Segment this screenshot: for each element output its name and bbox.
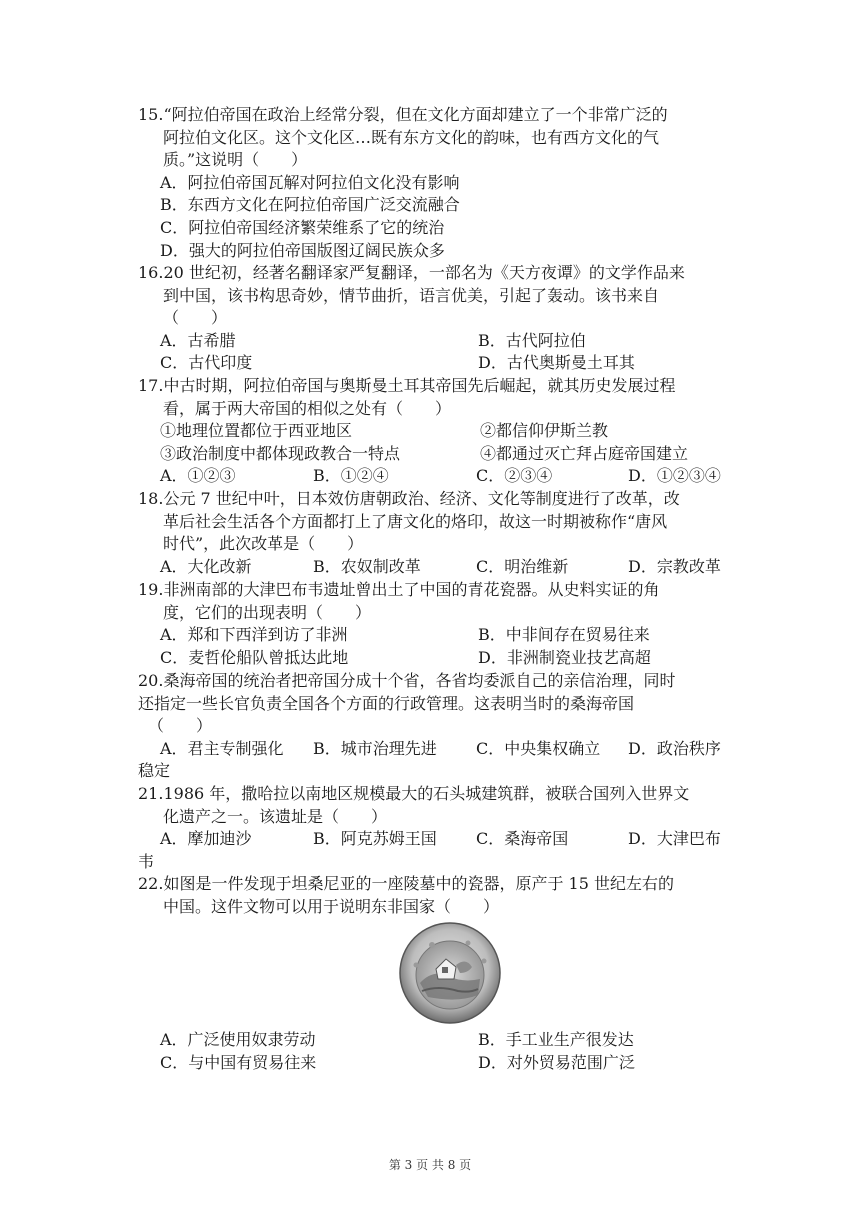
- option-c: C．与中国有贸易往来: [160, 1052, 317, 1072]
- option-d: D．政治秩序: [628, 738, 721, 758]
- question-number: 20.: [138, 671, 164, 690]
- question-stem: 公元 7 世纪中叶，日本效仿唐朝政治、经济、文化等制度进行了改革，改: [163, 489, 680, 508]
- statement-3: ③政治制度中都体现政教合一特点: [160, 443, 401, 463]
- question-17: [138, 375, 738, 488]
- question-19: [138, 579, 738, 669]
- question-number: 15.: [138, 105, 164, 124]
- option-c: C．明治维新: [476, 556, 569, 576]
- question-stem: 到中国，该书构思奇妙，情节曲折，语言优美，引起了轰动。该书来自: [163, 285, 660, 305]
- option-d-wrap: 韦: [138, 851, 155, 871]
- option-d: D．强大的阿拉伯帝国版图辽阔民族众多: [160, 240, 445, 260]
- question-stem: 革后社会生活各个方面都打上了唐文化的烙印，故这一时期被称作“唐风: [163, 511, 668, 531]
- option-a: A．摩加迪沙: [160, 829, 252, 849]
- option-c: C．中央集权确立: [476, 738, 601, 758]
- question-stem: （ ）: [148, 716, 213, 736]
- question-stem: 1986 年，撒哈拉以南地区规模最大的石头城建筑群，被联合国列入世界文: [163, 784, 690, 803]
- question-stem: 时代”，此次改革是（ ）: [163, 534, 364, 554]
- question-stem: 阿拉伯文化区。这个文化区…既有东方文化的韵味，也有西方文化的气: [163, 127, 660, 147]
- question-number: 16.: [138, 263, 164, 282]
- option-d: D．古代奥斯曼土耳其: [478, 353, 635, 373]
- option-d: D．宗教改革: [628, 556, 721, 576]
- question-stem: 如图是一件发现于坦桑尼亚的一座陵墓中的瓷器，原产于 15 世纪左右的: [163, 874, 674, 893]
- question-22-options: [138, 1029, 738, 1074]
- question-stem: 非洲南部的大津巴布韦遗址曾出土了中国的青花瓷器。从史料实证的角: [163, 580, 660, 599]
- question-stem: 度，它们的出现表明（ ）: [163, 602, 372, 622]
- question-stem: 质。”这说明（ ）: [163, 150, 308, 170]
- question-stem: 看，属于两大帝国的相似之处有（ ）: [163, 398, 452, 418]
- question-stem: 化遗产之一。该遗址是（ ）: [163, 806, 388, 826]
- option-c: C．阿拉伯帝国经济繁荣维系了它的统治: [160, 217, 445, 237]
- question-20: [138, 670, 738, 783]
- option-d-wrap: 稳定: [138, 761, 171, 781]
- option-b: B．古代阿拉伯: [478, 330, 586, 350]
- option-b: B．农奴制改革: [313, 556, 421, 576]
- option-a: A．大化改新: [160, 556, 252, 576]
- question-18: [138, 488, 738, 578]
- option-b: B．手工业生产很发达: [478, 1030, 634, 1049]
- option-d: D．①②③④: [628, 466, 721, 486]
- page-footer: 第 3 页 共 8 页: [388, 1158, 472, 1172]
- question-21: [138, 783, 738, 873]
- option-b: B．城市治理先进: [313, 738, 437, 758]
- option-c: C．②③④: [476, 466, 553, 486]
- option-a: A．①②③: [160, 466, 236, 486]
- option-c: C．麦哲伦船队曾抵达此地: [160, 647, 349, 667]
- question-16: [138, 262, 738, 375]
- question-stem: 20 世纪初，经著名翻译家严复翻译，一部名为《天方夜谭》的文学作品来: [163, 263, 685, 282]
- question-15: [138, 104, 738, 262]
- option-a: A．君主专制强化: [160, 738, 284, 758]
- question-number: 19.: [138, 580, 164, 599]
- question-number: 18.: [138, 489, 164, 508]
- statement-2: ②都信仰伊斯兰教: [480, 421, 609, 441]
- option-a: A．郑和下西洋到访了非洲: [160, 625, 348, 645]
- option-d: D．非洲制瓷业技艺高超: [478, 647, 651, 667]
- option-b: B．东西方文化在阿拉伯帝国广泛交流融合: [160, 195, 460, 215]
- statement-4: ④都通过灭亡拜占庭帝国建立: [480, 443, 689, 463]
- question-stem: 中国。这件文物可以用于说明东非国家（ ）: [163, 896, 500, 916]
- question-number: 17.: [138, 376, 164, 395]
- question-stem: “阿拉伯帝国在政治上经常分裂，但在文化方面却建立了一个非常广泛的: [163, 105, 668, 124]
- option-d: D．对外贸易范围广泛: [478, 1052, 635, 1072]
- option-c: C．桑海帝国: [476, 829, 569, 849]
- question-number: 22.: [138, 874, 164, 893]
- question-22: [138, 873, 738, 918]
- statement-1: ①地理位置都位于西亚地区: [160, 421, 353, 441]
- porcelain-plate-image: [398, 921, 502, 1025]
- question-stem: 桑海帝国的统治者把帝国分成十个省，各省均委派自己的亲信治理，同时: [163, 671, 676, 690]
- question-number: 21.: [138, 784, 164, 803]
- question-stem: 中古时期，阿拉伯帝国与奥斯曼土耳其帝国先后崛起，就其历史发展过程: [163, 376, 676, 395]
- option-d: D．大津巴布: [628, 829, 721, 849]
- option-a: A．古希腊: [160, 330, 236, 350]
- question-stem: （ ）: [163, 308, 228, 328]
- option-b: B．阿克苏姆王国: [313, 829, 437, 849]
- option-a: A．广泛使用奴隶劳动: [160, 1030, 316, 1049]
- question-stem: 还指定一些长官负责全国各个方面的行政管理。这表明当时的桑海帝国: [138, 693, 635, 713]
- option-b: B．中非间存在贸易往来: [478, 625, 650, 645]
- option-c: C．古代印度: [160, 353, 253, 373]
- option-b: B．①②④: [313, 466, 389, 486]
- option-a: A．阿拉伯帝国瓦解对阿拉伯文化没有影响: [160, 172, 460, 192]
